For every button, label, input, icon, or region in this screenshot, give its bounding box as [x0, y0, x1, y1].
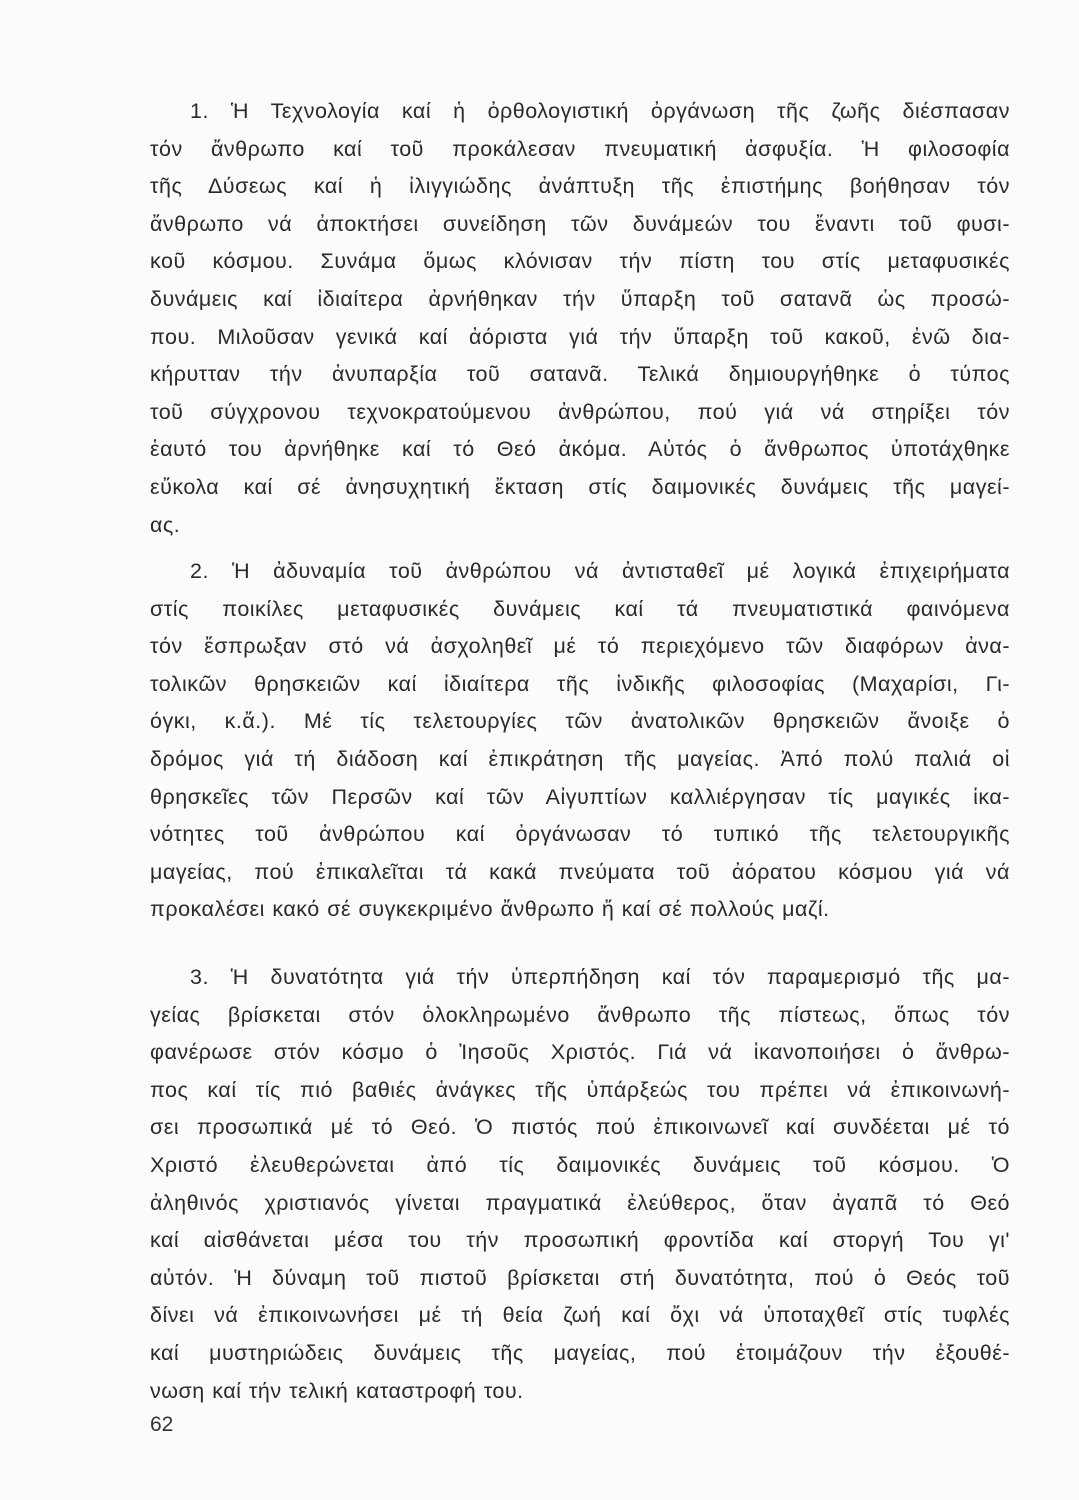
text-line: δρόμος γιά τή διάδοση καί ἐπικράτηση τῆς μαγείας. Ἀπό πολύ παλιά οἱ — [150, 746, 1010, 771]
text-line: πος καί τίς πιό βαθιές ἀνάγκες τῆς ὑπάρξεώς του πρέπει νά ἐπικοινωνή- — [150, 1077, 1010, 1102]
text-line: ας. — [150, 512, 181, 537]
text-line: νωση καί τήν τελική καταστροφή του. — [150, 1378, 524, 1403]
text-line: τοῦ σύγχρονου τεχνοκρατούμενου ἀνθρώπου, πού γιά νά στηρίξει τόν — [150, 399, 1010, 424]
paragraph-1 — [150, 93, 1010, 544]
text-line: 1. Ἡ Τεχνολογία καί ἡ ὀρθολογιστική ὀργάνωση τῆς ζωῆς διέσπασαν — [190, 99, 1010, 123]
text-line: ἑαυτό του ἀρνήθηκε καί τό Θεό ἀκόμα. Αὐτός ὁ ἄνθρωπος ὑποτάχθηκε — [150, 437, 1010, 462]
text-line: αὐτόν. Ἡ δύναμη τοῦ πιστοῦ βρίσκεται στή δυνατότητα, πού ὁ Θεός τοῦ — [150, 1265, 1010, 1290]
text-line: όγκι, κ.ἄ.). Μέ τίς τελετουργίες τῶν ἀνατολικῶν θρησκειῶν ἄνοιξε ὁ — [150, 709, 1010, 734]
text-line: τῆς Δύσεως καί ἡ ἰλιγγιώδης ἀνάπτυξη τῆς ἐπιστήμης βοήθησαν τόν — [150, 174, 1010, 199]
paragraph-2 — [150, 553, 1010, 929]
text-line: που. Μιλοῦσαν γενικά καί ἀόριστα γιά τήν ὕπαρξη τοῦ κακοῦ, ἐνῶ δια- — [150, 324, 1010, 349]
text-line: Χριστό ἐλευθερώνεται ἀπό τίς δαιμονικές δυνάμεις τοῦ κόσμου. Ὁ — [150, 1152, 1010, 1177]
page-number: 62 — [150, 1413, 174, 1436]
text-line: φανέρωσε στόν κόσμο ὁ Ἰησοῦς Χριστός. Γιά νά ἱκανοποιήσει ὁ ἄνθρω- — [150, 1040, 1010, 1065]
text-line: τόν ἔσπρωξαν στό νά ἀσχοληθεῖ μέ τό περιεχόμενο τῶν διαφόρων ἀνα- — [150, 634, 1010, 659]
text-line: 3. Ἡ δυνατότητα γιά τήν ὑπερπήδηση καί τόν παραμερισμό τῆς μα- — [190, 965, 1010, 989]
paragraph-3 — [150, 959, 1010, 1410]
text-line: μαγείας, πού ἐπικαλεῖται τά κακά πνεύματα τοῦ ἀόρατου κόσμου γιά νά — [150, 859, 1010, 884]
text-line: τόν ἄνθρωπο καί τοῦ προκάλεσαν πνευματική ἀσφυξία. Ἡ φιλοσοφία — [150, 136, 1010, 161]
text-line: καί μυστηριώδεις δυνάμεις τῆς μαγείας, πού ἑτοιμάζουν τήν ἐξουθέ- — [150, 1340, 1010, 1365]
text-line: γείας βρίσκεται στόν ὁλοκληρωμένο ἄνθρωπο τῆς πίστεως, ὅπως τόν — [150, 1002, 1010, 1027]
text-line: καί αἰσθάνεται μέσα του τήν προσωπική φροντίδα καί στοργή Του γι' — [150, 1228, 1010, 1253]
text-line: δυνάμεις καί ἰδιαίτερα ἀρνήθηκαν τήν ὕπαρξη τοῦ σατανᾶ ὡς προσώ- — [150, 286, 1010, 311]
text-line: προκαλέσει κακό σέ συγκεκριμένο ἄνθρωπο ἤ καί σέ πολλούς μαζί. — [150, 897, 830, 922]
text-line: 2. Ἡ ἀδυναμία τοῦ ἀνθρώπου νά ἀντισταθεῖ μέ λογικά ἐπιχειρήματα — [190, 559, 1010, 583]
text-line: κήρυτταν τήν ἀνυπαρξία τοῦ σατανᾶ. Τελικά δημιουργήθηκε ὁ τύπος — [150, 362, 1010, 387]
text-line: νότητες τοῦ ἀνθρώπου καί ὀργάνωσαν τό τυπικό τῆς τελετουργικῆς — [150, 822, 1010, 847]
text-line: δίνει νά ἐπικοινωνήσει μέ τή θεία ζωή καί ὄχι νά ὑποταχθεῖ στίς τυφλές — [150, 1303, 1010, 1328]
text-line: εὔκολα καί σέ ἀνησυχητική ἔκταση στίς δαιμονικές δυνάμεις τῆς μαγεί- — [150, 474, 1010, 499]
text-line: κοῦ κόσμου. Συνάμα ὅμως κλόνισαν τήν πίστη του στίς μεταφυσικές — [150, 249, 1010, 274]
text-line: ἀληθινός χριστιανός γίνεται πραγματικά ἐλεύθερος, ὅταν ἀγαπᾶ τό Θεό — [150, 1190, 1010, 1215]
text-line: ἄνθρωπο νά ἀποκτήσει συνείδηση τῶν δυνάμεών του ἔναντι τοῦ φυσι- — [150, 211, 1010, 236]
text-line: θρησκεῖες τῶν Περσῶν καί τῶν Αἰγυπτίων καλλιέργησαν τίς μαγικές ἱκα- — [150, 784, 1010, 809]
text-line: στίς ποικίλες μεταφυσικές δυνάμεις καί τά πνευματιστικά φαινόμενα — [150, 596, 1010, 621]
text-line: τολικῶν θρησκειῶν καί ἰδιαίτερα τῆς ἰνδικῆς φιλοσοφίας (Μαχαρίσι, Γι- — [150, 671, 1010, 696]
text-line: σει προσωπικά μέ τό Θεό. Ὁ πιστός πού ἐπικοινωνεῖ καί συνδέεται μέ τό — [150, 1115, 1010, 1140]
